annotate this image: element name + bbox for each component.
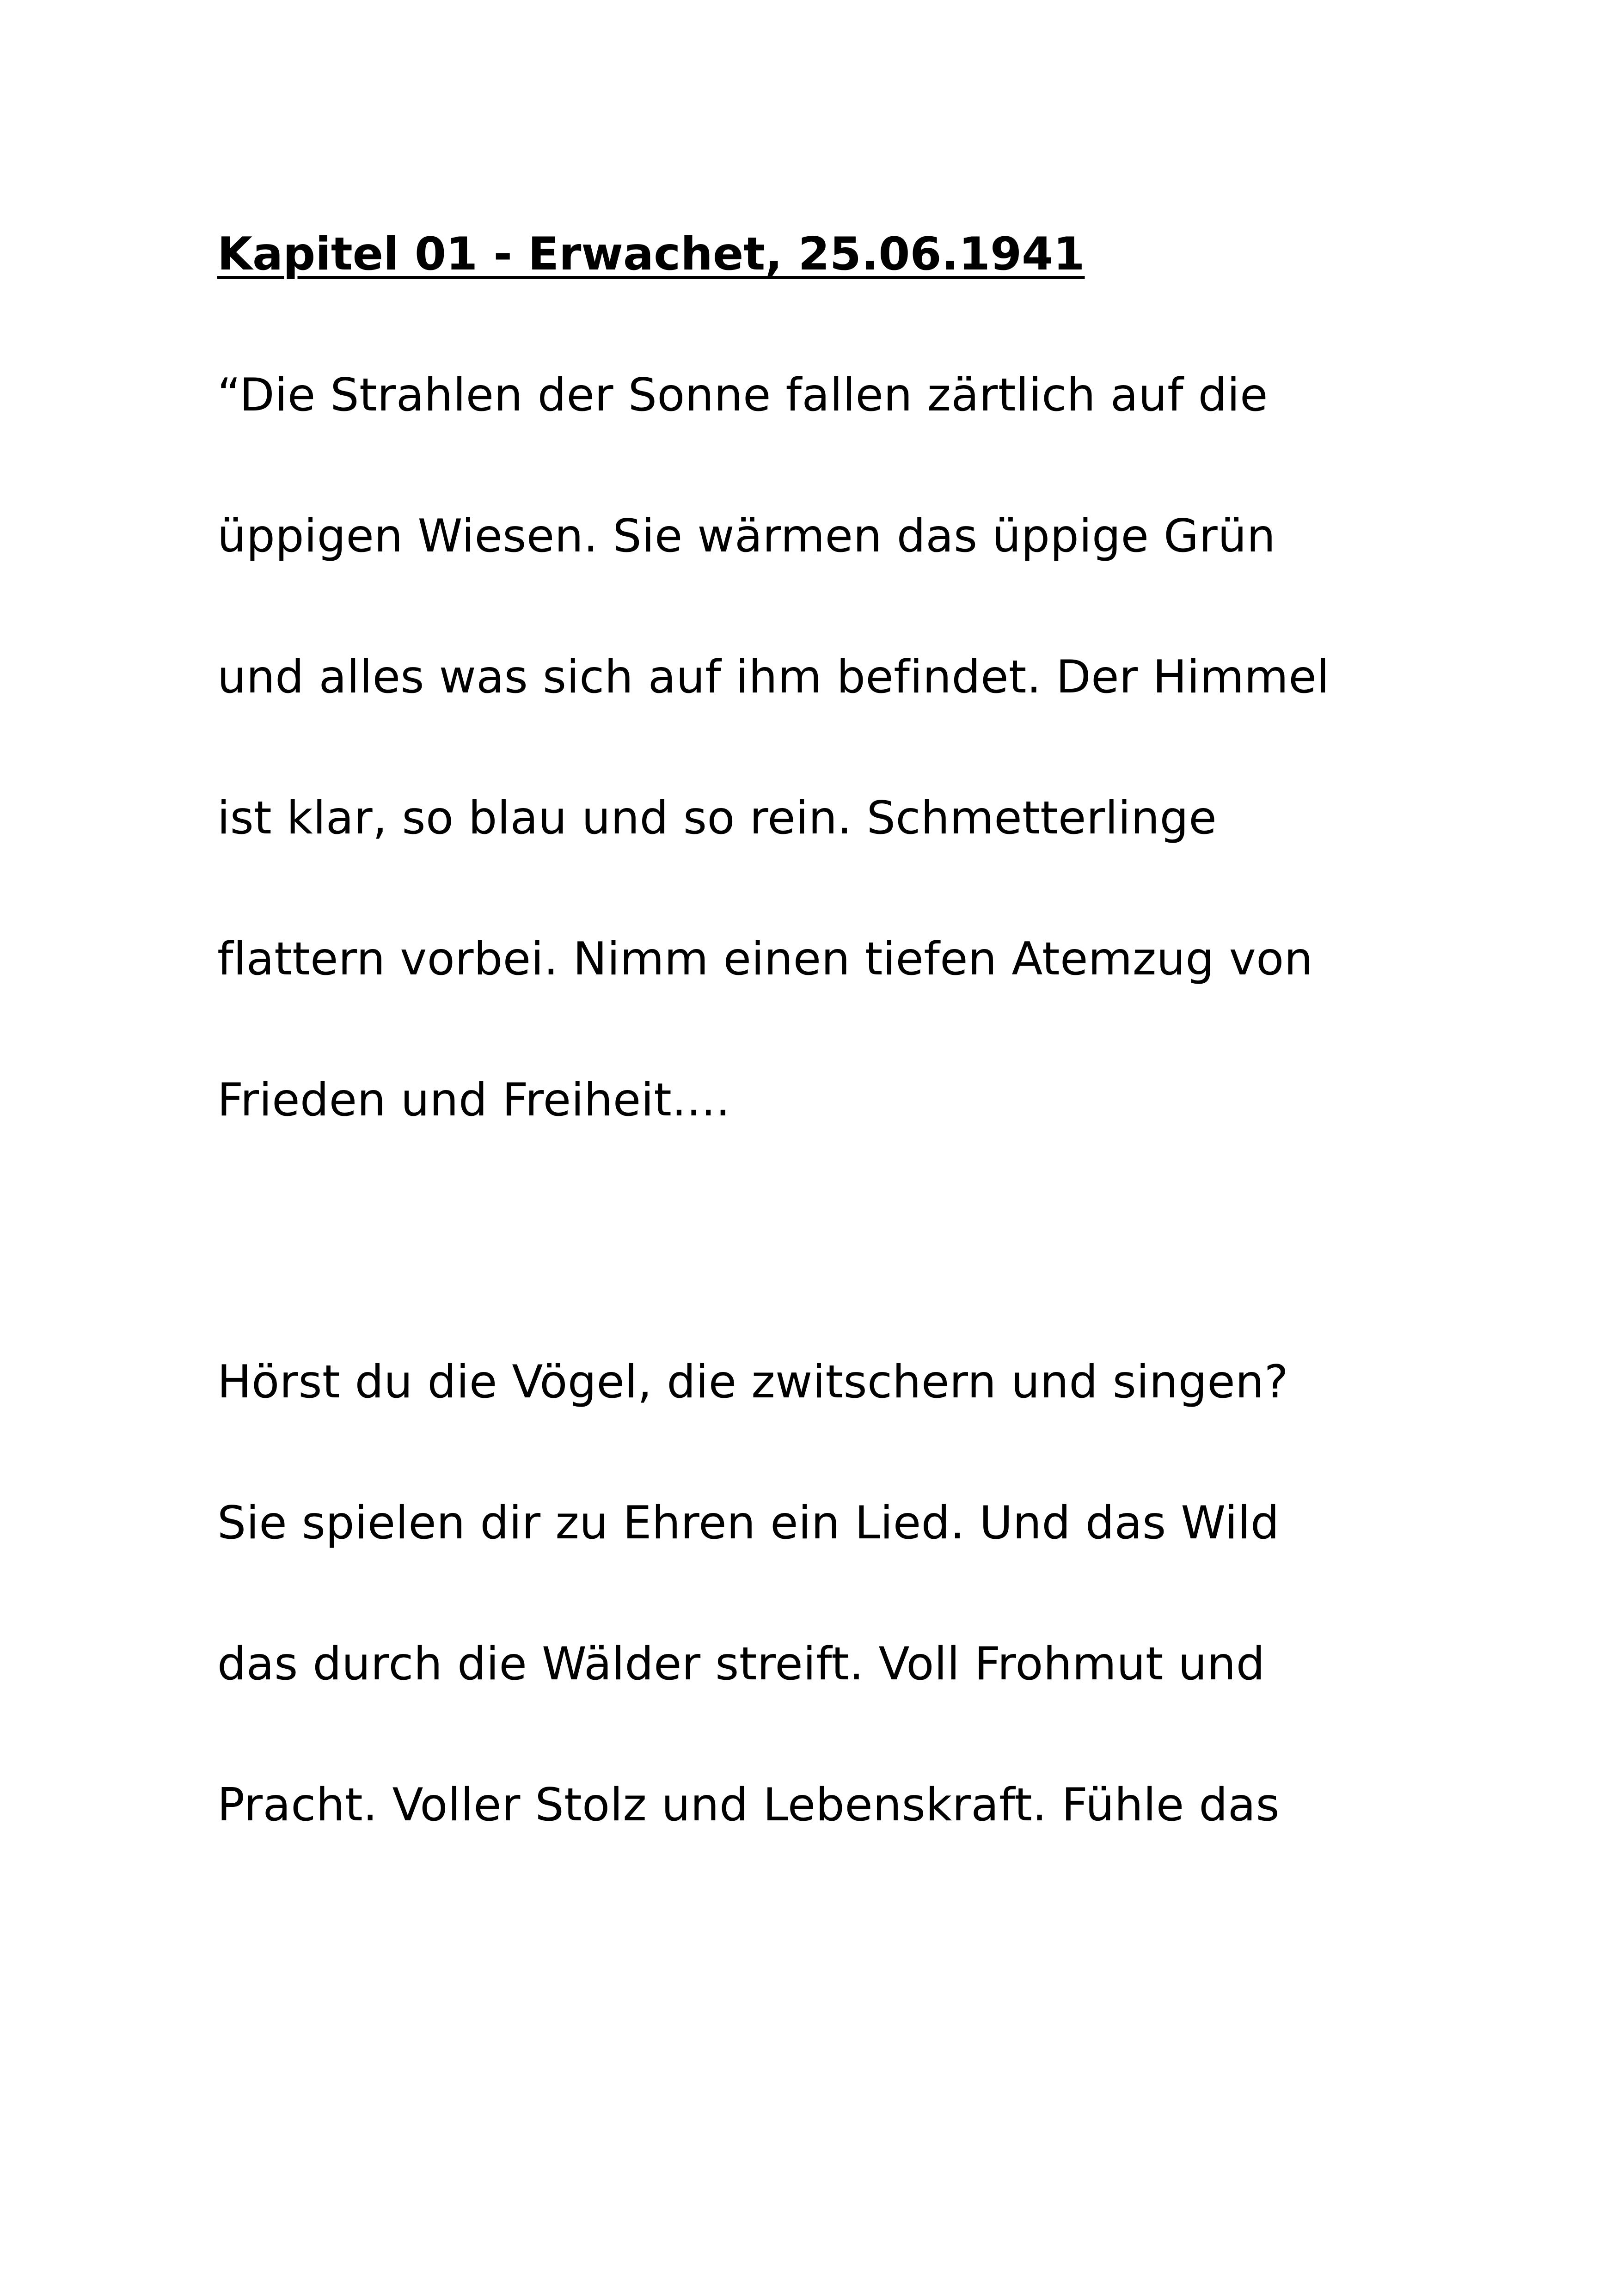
text-line: ist klar, so blau und so rein. Schmetterlinge — [217, 792, 1217, 845]
text-line: Pracht. Voller Stolz und Lebenskraft. Fühle das — [217, 1779, 1280, 1831]
chapter-title: Kapitel 01 - Erwachet, 25.06.1941 — [217, 228, 1085, 281]
text-line: “Die Strahlen der Sonne fallen zärtlich auf die — [217, 369, 1268, 422]
text-line: flattern vorbei. Nimm einen tiefen Atemzug von — [217, 933, 1313, 986]
text-line: und alles was sich auf ihm befindet. Der Himmel — [217, 651, 1330, 704]
text-line: Sie spielen dir zu Ehren ein Lied. Und das Wild — [217, 1497, 1280, 1549]
text-line: üppigen Wiesen. Sie wärmen das üppige Grün — [217, 510, 1276, 563]
text-line: Hörst du die Vögel, die zwitschern und singen? — [217, 1356, 1289, 1408]
text-line: Frieden und Freiheit.... — [217, 1074, 730, 1127]
text-line: das durch die Wälder streift. Voll Frohmut und — [217, 1638, 1265, 1690]
